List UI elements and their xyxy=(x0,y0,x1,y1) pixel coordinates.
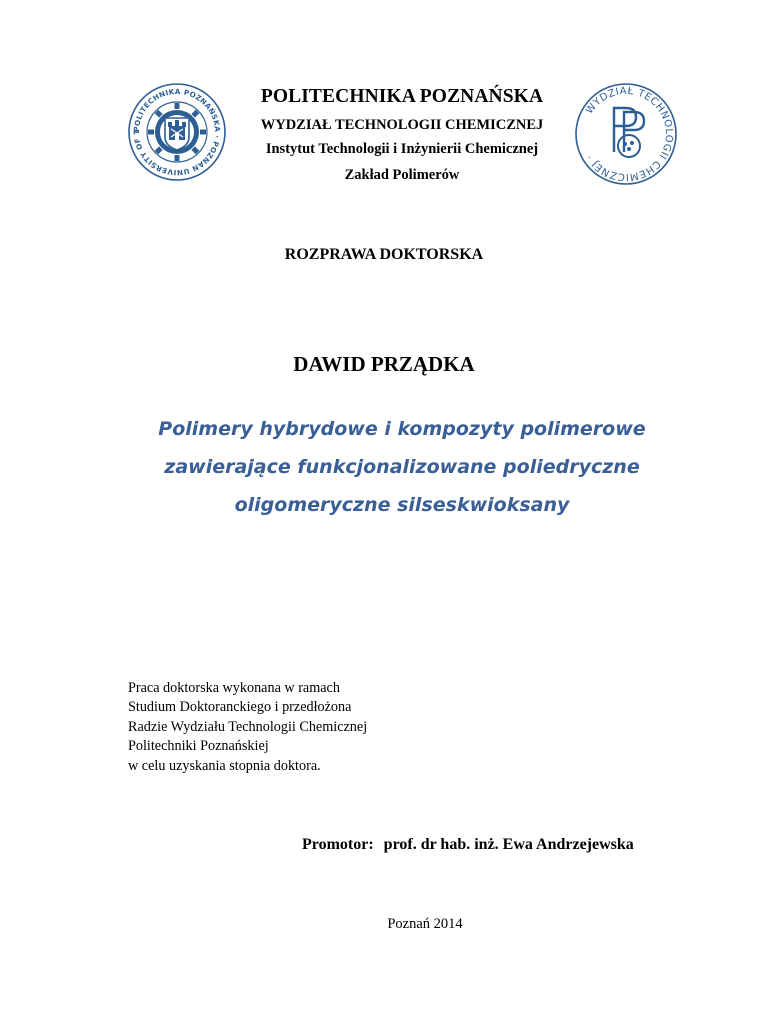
thesis-title xyxy=(100,410,704,524)
promotor-name: prof. dr hab. inż. Ewa Andrzejewska xyxy=(383,836,634,853)
place-date: Poznań 2014 xyxy=(387,916,463,932)
promotor-label: Promotor: xyxy=(302,836,374,853)
thesis-type: ROZPRAWA DOKTORSKA xyxy=(284,246,484,263)
statement-line: w celu uzyskania stopnia doktora. xyxy=(128,757,321,774)
university-seal-icon xyxy=(127,82,227,182)
department-name: Zakład Polimerów xyxy=(344,167,460,183)
author-name: DAWID PRZĄDKA xyxy=(293,352,475,376)
svg-text:WYDZIAŁ TECHNOLOGII CHEMICZNEJ: WYDZIAŁ TECHNOLOGII CHEMICZNEJ · xyxy=(584,85,675,183)
faculty-name: WYDZIAŁ TECHNOLOGII CHEMICZNEJ xyxy=(260,117,544,133)
title-line: zawierające funkcjonalizowane poliedryczne xyxy=(164,456,640,478)
header-block xyxy=(230,84,574,186)
promotor xyxy=(302,834,722,856)
title-line: Polimery hybrydowe i kompozyty polimerowe xyxy=(158,418,646,440)
statement-line: Politechniki Poznańskiej xyxy=(128,738,269,755)
thesis-statement xyxy=(128,679,458,776)
institute-name: Instytut Technologii i Inżynierii Chemicznej xyxy=(265,141,539,157)
statement-line: Praca doktorska wykonana w ramach xyxy=(128,680,340,696)
faculty-seal-icon xyxy=(574,82,678,186)
statement-line: Radzie Wydziału Technologii Chemicznej xyxy=(128,718,368,735)
title-line: oligomeryczne silseskwioksany xyxy=(234,494,570,516)
statement-line: Studium Doktoranckiego i przedłożona xyxy=(128,699,352,716)
svg-text:POLITECHNIKA POZNAŃSKA · POZNA: POLITECHNIKA POZNAŃSKA · POZNAN UNIVERSITY OF T xyxy=(131,86,223,178)
university-name: POLITECHNIKA POZNAŃSKA xyxy=(260,86,544,107)
